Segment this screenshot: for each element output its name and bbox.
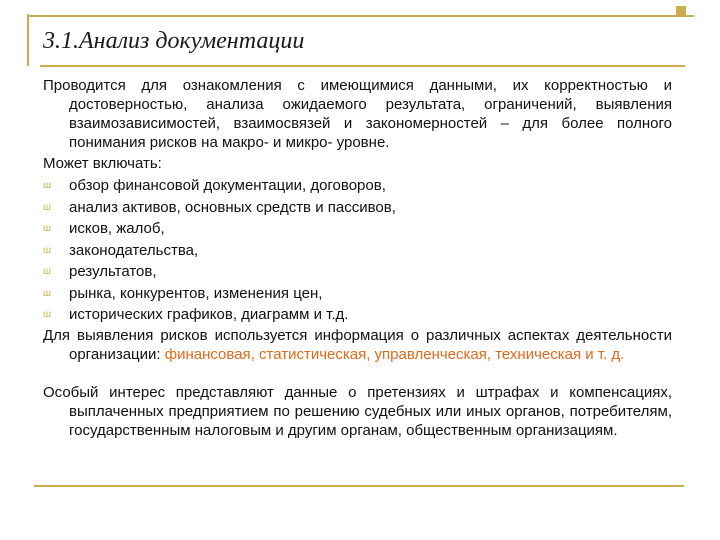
list-item — [43, 304, 672, 326]
list-item — [43, 197, 672, 219]
frame-corner-square — [676, 6, 686, 16]
list-item-text: рынка, конкурентов, изменения цен, — [69, 284, 323, 302]
frame-vertical-line — [27, 14, 29, 66]
bottom-divider — [34, 485, 684, 487]
list-item — [43, 261, 672, 283]
frame-horizontal-line — [27, 15, 694, 17]
may-include-label: Может включать: — [43, 155, 162, 172]
list-item — [43, 218, 672, 240]
list-item-text: анализ активов, основных средств и пассивов, — [69, 198, 396, 216]
bullet-icon: ш — [43, 244, 52, 256]
title-underline — [40, 65, 685, 67]
bullet-icon: ш — [43, 223, 52, 234]
list-item-text: обзор финансовой документации, договоров, — [69, 177, 386, 194]
list-item-text: результатов, — [69, 263, 157, 280]
bullet-icon: ш — [43, 266, 52, 277]
list-item — [43, 175, 672, 197]
bullet-icon: ш — [43, 309, 52, 320]
risk-info-highlight: финансовая, статистическая, управленческая, техническая и т. д. — [164, 345, 625, 363]
intro-paragraph: Проводится для ознакомления с имеющимися данными, их корректностью и достоверностью, анализа ожидаемого результата, ограничений, выявления взаимозависимостей, взаимосвязей и закономерностей – для более полного понимания рисков на макро- и микро- уровне. — [43, 77, 672, 151]
special-interest-paragraph: Особый интерес представляют данные о претензиях и штрафах и компенсациях, выплаченных предприятием по решению судебных или иных органов, потребителям, государственным налоговым и другим органам, общественным организациям. — [43, 383, 672, 439]
list-item — [43, 240, 672, 262]
list-item-text: законодательства, — [69, 241, 199, 259]
risk-info-paragraph — [43, 326, 672, 364]
list-item-text: исков, жалоб, — [69, 220, 165, 237]
bullet-icon: ш — [43, 201, 52, 213]
slide-title: 3.1.Анализ документации — [43, 28, 305, 54]
list-item — [43, 283, 672, 305]
bullet-icon: ш — [43, 287, 52, 299]
analysis-list — [43, 175, 672, 326]
bullet-icon: ш — [43, 180, 52, 191]
list-item-text: исторических графиков, диаграмм и т.д. — [69, 306, 349, 323]
risk-info-text: Для выявления рисков используется информация о различных аспектах деятельности организации: — [43, 326, 672, 363]
slide-content — [43, 76, 672, 440]
